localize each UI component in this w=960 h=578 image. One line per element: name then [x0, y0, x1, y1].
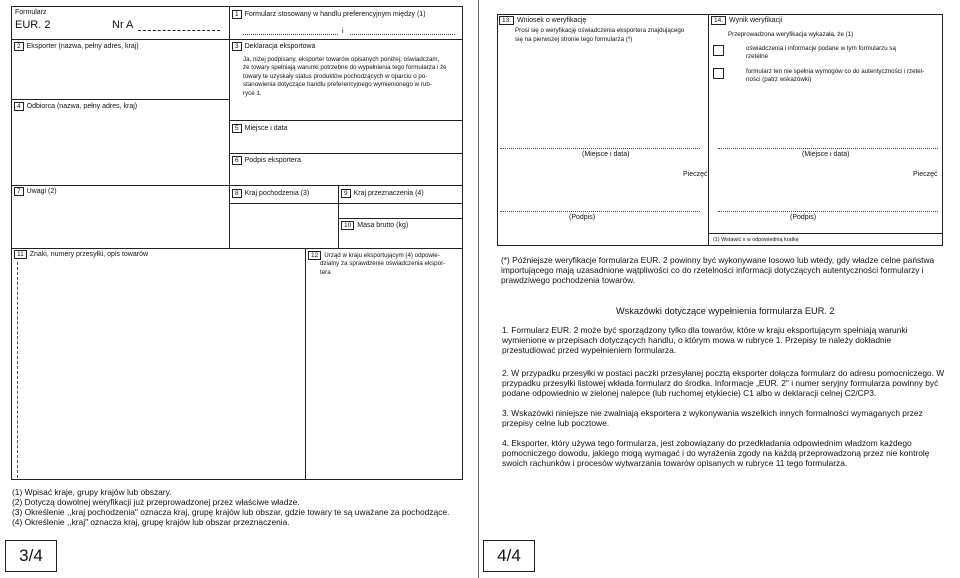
signature-13: (Podpis)	[569, 214, 596, 221]
field-12-line-3: tera	[320, 269, 331, 276]
field-10-label: 10 Masa brutto (kg)	[341, 221, 408, 231]
stamp-14: Pieczęć	[913, 171, 938, 178]
footnote-checkbox: (1) Wstawić x w odpowiednią kratkę	[713, 237, 799, 243]
serial-nr-label: Nr A	[112, 19, 134, 31]
field-1-and: i	[342, 28, 344, 35]
field-9-label: 9 Kraj przeznaczenia (4)	[341, 189, 424, 199]
stamp-13: Pieczęć	[683, 171, 708, 178]
instructions-title: Wskazówki dotyczące wypełnienia formularza EUR. 2	[616, 306, 835, 316]
field-5-label: 5 Miejsce i data	[232, 124, 287, 134]
field-3-line-4: stanowienia dotyczące handlu preferencyjnego wymienionego w rub-	[243, 81, 432, 88]
checkbox-not-compliant[interactable]	[713, 68, 724, 79]
field-6-label: 6 Podpis eksportera	[232, 156, 301, 166]
footnote-1: (1) Wpisać kraje, grupy krajów lub obszary.	[12, 487, 172, 497]
place-date-13-field[interactable]	[500, 148, 700, 149]
field-14-opt1-line-2: rzetelne	[746, 53, 769, 60]
field-3-label: 3 Deklaracja eksportowa	[232, 42, 315, 52]
field-3-line-3: towary te uzyskały status produktów pochodzących w oparciu o po-	[243, 73, 428, 80]
field-13-line-1: Prosi się o weryfikację oświadczenia eksportera znajdującego	[515, 27, 685, 34]
signature-13-field[interactable]	[500, 211, 700, 212]
field-14-line: Przeprowadzona weryfikacja wykazała, że (1)	[728, 31, 854, 38]
form-id: EUR. 2	[15, 19, 51, 31]
page-divider	[478, 0, 479, 578]
field-14-label: 14. Wynik weryfikacji	[711, 16, 782, 26]
serial-nr-field[interactable]	[138, 30, 220, 31]
form-label: Formularz	[15, 9, 47, 16]
checkbox-reliable[interactable]	[713, 45, 724, 56]
field-1-country-a[interactable]	[243, 34, 338, 35]
place-date-14-field[interactable]	[718, 148, 938, 149]
footnote-2: (2) Dotyczą dowolnej weryfikacji już przeprowadzonej przez właściwe władze.	[12, 497, 300, 507]
signature-14-field[interactable]	[718, 211, 938, 212]
field-3-line-5: ryce 1.	[243, 90, 262, 97]
field-4-label: 4 Odbiorca (nazwa, pełny adres, kraj)	[14, 102, 137, 112]
field-12-label: 12 Urząd w kraju eksportującym (4) odpowie-	[308, 251, 440, 260]
page-number-4: 4/4	[483, 540, 535, 572]
instruction-4: 4. Eksporter, który używa tego formularza, jest zobowiązany do przedkładania odpowiednim władzom każdego pomocniczego dowodu, jakiego mogą wymagać i do wyrażenia zgody na każdą przeprowadzoną przez nie kontrolę swoich rachunków i procesów wytwarzania towarów opisanych w rubryce 11 tego formularza.	[502, 438, 930, 468]
page-number-3: 3/4	[5, 540, 57, 572]
instruction-3: 3. Wskazówki niniejsze nie zwalniają eksportera z wykonywania wszelkich innych formalności wymaganych przez przepisy celne lub pocztowe.	[502, 408, 923, 428]
field-3-line-1: Ja, niżej podpisany, eksporter towarów opisanych poniżej, oświadczam,	[243, 56, 440, 63]
field-11-guide	[17, 262, 18, 478]
field-13-label: 13. Wniosek o weryfikację	[499, 16, 586, 26]
field-1-country-b[interactable]	[350, 34, 455, 35]
field-14-opt2-line-2: ności (patrz wskazówki)	[746, 76, 812, 83]
field-3-line-2: że towary spełniają warunki potrzebne do wypełnienia tego formularza i że	[243, 64, 447, 71]
field-14-opt2-line-1: formularz ten nie spełnia wymogów co do autentyczności i rzetel-	[746, 68, 925, 75]
field-7-label: 7 Uwagi (2)	[14, 187, 57, 197]
footnote-4: (4) Określenie ,,kraj" oznacza kraj, grupę krajów lub obszar przeznaczenia.	[12, 517, 290, 527]
field-13-line-2: się na pierwszej stronie tego formularza (*)	[515, 36, 633, 43]
signature-14: (Podpis)	[790, 214, 817, 221]
footnote-3: (3) Określenie ,,kraj pochodzenia" oznacza kraj, grupę krajów lub obszar, gdzie towary te są uważane za pochodzące.	[12, 507, 450, 517]
instruction-2: 2. W przypadku przesyłki w postaci paczki przesyłanej pocztą eksporter dołącza formularz do adresu pomocniczego. W przypadku przesyłki listowej wkłada formularz do środka. Informacje „EUR. 2" i numer seryjny formularza powinny być podane odpowiednio w zielonej nalepce (lub ruchomej etykiecie) C1 albo w deklaracji celnej C2/CP3.	[502, 368, 945, 398]
field-8-label: 8 Kraj pochodzenia (3)	[232, 189, 309, 199]
instruction-1: 1. Formularz EUR. 2 może być sporządzony tylko dla towarów, które w kraju eksportującym spełniają warunki wymienione w przepisach dotyczących handlu, o którym mowa w rubryce 1. Przepisy te należy dokładnie przestudiować przed wypełnieniem formularza.	[502, 325, 908, 355]
field-12-line-2: dzialny za sprawdzenie oświadczenia ekspor-	[320, 260, 446, 267]
field-2-label: 2 Eksporter (nazwa, pełny adres, kraj)	[14, 42, 139, 52]
field-14-opt1-line-1: oświadczenia i informacje podane w tym formularzu są	[746, 45, 896, 52]
field-1: 1 Formularz stosowany w handlu preferencyjnym między (1)	[232, 10, 426, 20]
star-note: (*) Późniejsze weryfikacje formularza EUR. 2 powinny być wykonywane losowo lub wtedy, gdy władze celne państwa importującego mają uzasadnione wątpliwości co do rzetelności informacji dotyczących autentyczności formularzy i prawdziwego pochodzenia towarów.	[501, 255, 935, 285]
place-date-13: (Miejsce i data)	[582, 151, 630, 158]
field-11-label: 11 Znaki, numery przesyłki, opis towarów	[14, 250, 148, 260]
place-date-14: (Miejsce i data)	[802, 151, 850, 158]
